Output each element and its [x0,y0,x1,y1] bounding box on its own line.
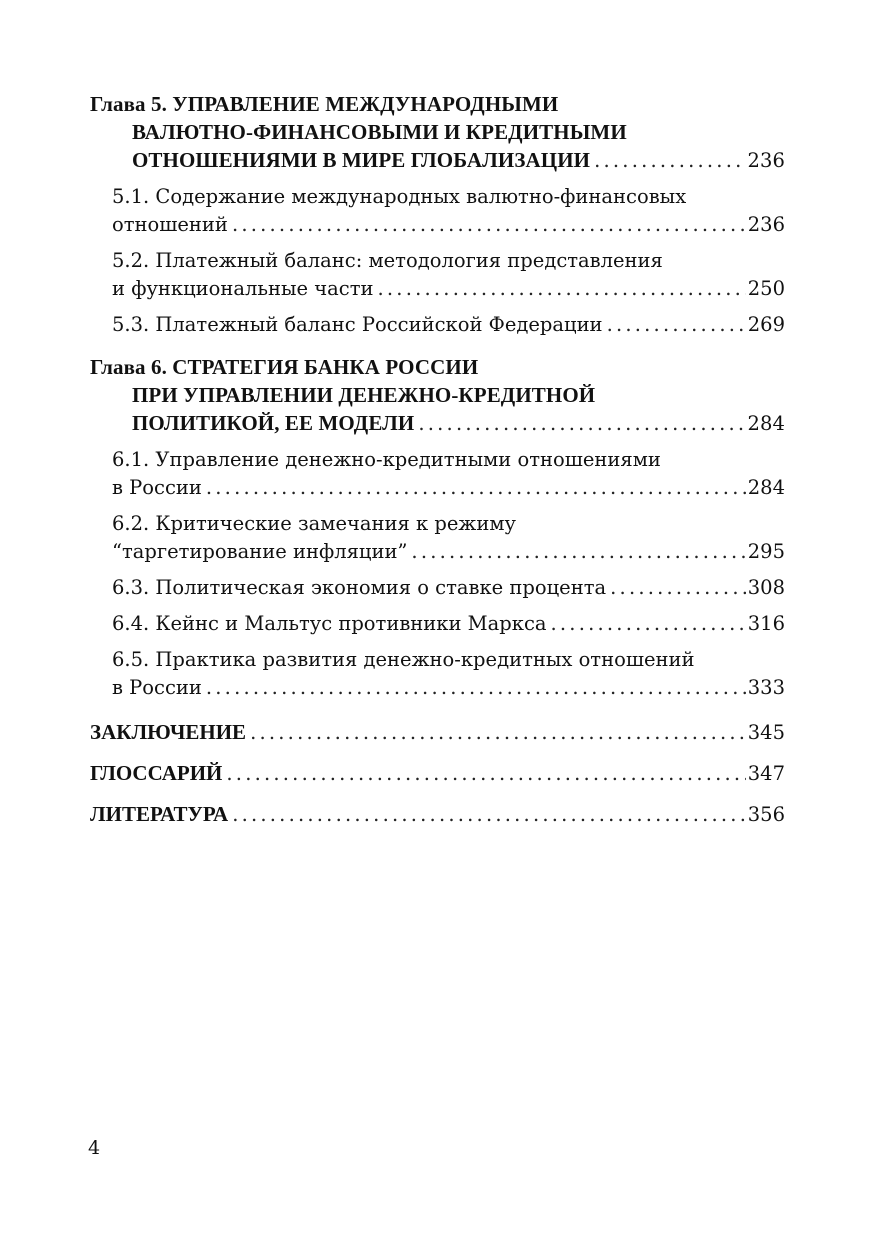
page-ref: 269 [747,313,785,336]
toc-entry-6-1 [90,446,785,502]
page-ref: 345 [747,721,785,744]
leader-dots [232,211,746,239]
leader-dots [610,574,746,602]
chapter-5-heading [90,90,785,175]
table-of-contents [90,90,785,831]
page-ref: 316 [747,612,785,635]
chapter-title-line: Глава 5. УПРАВЛЕНИЕ МЕЖДУНАРОДНЫМИ [90,92,559,116]
page-ref: 236 [747,149,785,172]
toc-entry-6-4 [90,610,785,638]
toc-entry-6-5 [90,646,785,702]
chapter-title-line: ВАЛЮТНО-ФИНАНСОВЫМИ И КРЕДИТНЫМИ [132,120,627,144]
toc-section-title: ЛИТЕРАТУРА [90,802,229,826]
leader-dots [594,147,745,175]
page-ref: 284 [747,412,785,435]
toc-entry-5-3 [90,311,785,339]
toc-entry-title: 6.3. Политическая экономия о ставке процента [112,576,607,599]
chapter-title-line: ПРИ УПРАВЛЕНИИ ДЕНЕЖНО-КРЕДИТНОЙ [132,383,596,407]
toc-section-title: ГЛОССАРИЙ [90,761,223,785]
toc-entry-literature [90,798,785,831]
toc-entry-title: и функциональные части [112,277,374,300]
toc-section-title: ЗАКЛЮЧЕНИЕ [90,720,247,744]
toc-entry-6-3 [90,574,785,602]
leader-dots [206,474,746,502]
leader-dots [551,610,746,638]
toc-entry-6-2 [90,510,785,566]
toc-entry-conclusion [90,716,785,749]
toc-entry-5-2 [90,247,785,303]
toc-entry-title: 6.2. Критические замечания к режиму [112,512,517,535]
toc-entry-title: 5.1. Содержание международных валютно-финансовых [112,185,687,208]
toc-entry-5-1 [90,183,785,239]
toc-entry-title: 6.1. Управление денежно-кредитными отношениями [112,448,661,471]
leader-dots [411,538,745,566]
toc-entry-title: 5.2. Платежный баланс: методология представления [112,249,663,272]
page-ref: 295 [747,540,785,563]
toc-entry-title: 5.3. Платежный баланс Российской Федерации [112,313,603,336]
leader-dots [226,758,745,790]
leader-dots [607,311,746,339]
toc-entry-glossary [90,757,785,790]
page-number: 4 [88,1137,101,1159]
leader-dots [232,799,746,831]
toc-entry-title: отношений [112,213,228,236]
chapter-title-line: ПОЛИТИКОЙ, ЕЕ МОДЕЛИ [132,411,415,435]
leader-dots [418,410,745,438]
toc-entry-title: “таргетирование инфляции” [112,540,408,563]
page-ref: 284 [747,476,785,499]
chapter-6-heading [90,353,785,438]
chapter-title-line: Глава 6. СТРАТЕГИЯ БАНКА РОССИИ [90,355,479,379]
page-ref: 356 [747,803,785,826]
page-ref: 347 [747,762,785,785]
chapter-title-line: ОТНОШЕНИЯМИ В МИРЕ ГЛОБАЛИЗАЦИИ [132,148,591,172]
leader-dots [378,275,746,303]
page-ref: 236 [747,213,785,236]
leader-dots [206,674,746,702]
toc-entry-title: в России [112,476,202,499]
page-ref: 308 [747,576,785,599]
leader-dots [250,717,746,749]
page-ref: 333 [747,676,785,699]
toc-entry-title: в России [112,676,202,699]
page-ref: 250 [747,277,785,300]
toc-entry-title: 6.5. Практика развития денежно-кредитных отношений [112,648,695,671]
toc-entry-title: 6.4. Кейнс и Мальтус противники Маркса [112,612,547,635]
